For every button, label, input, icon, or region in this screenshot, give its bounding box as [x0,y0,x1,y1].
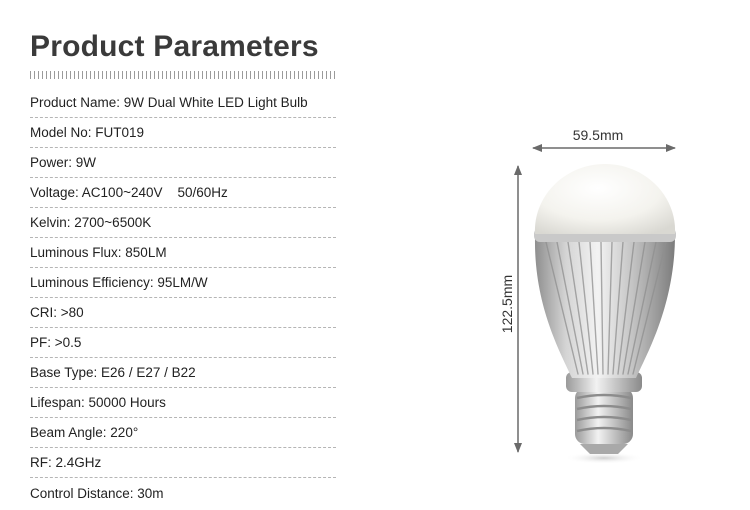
width-dimension [533,127,675,148]
led-bulb-icon [534,164,676,464]
param-model-no: Model No: FUT019 [30,118,336,148]
param-luminous-efficiency: Luminous Efficiency: 95LM/W [30,268,336,298]
param-power: Power: 9W [30,148,336,178]
param-rf: RF: 2.4GHz [30,448,336,478]
param-product-name: Product Name: 9W Dual White LED Light Bulb [30,88,336,118]
param-pf: PF: >0.5 [30,328,336,358]
title-divider [30,71,336,79]
param-beam-angle: Beam Angle: 220° [30,418,336,448]
param-voltage: Voltage: AC100~240V 50/60Hz [30,178,336,208]
param-lifespan: Lifespan: 50000 Hours [30,388,336,418]
height-dimension [499,166,518,452]
height-label: 122.5mm [499,274,515,334]
bulb-diagram [490,118,690,468]
param-kelvin: Kelvin: 2700~6500K [30,208,336,238]
param-control-distance: Control Distance: 30m [30,485,164,501]
parameter-list [30,88,336,508]
width-label: 59.5mm [572,127,624,143]
param-cri: CRI: >80 [30,298,336,328]
param-base-type: Base Type: E26 / E27 / B22 [30,358,336,388]
param-luminous-flux: Luminous Flux: 850LM [30,238,336,268]
page-title: Product Parameters [30,30,319,63]
